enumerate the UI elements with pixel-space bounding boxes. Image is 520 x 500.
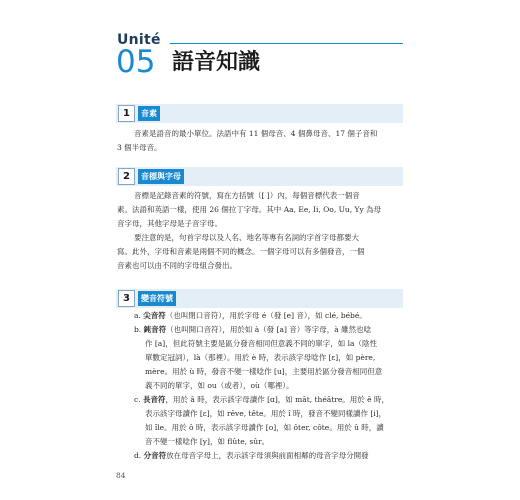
section-text-line: 音素是語音的最小單位。法語中有 11 個母音、4 個鼻母音、17 個子音和 xyxy=(134,129,378,138)
unit-title: 語音知識 xyxy=(172,50,261,75)
unit-label: Unité xyxy=(117,32,161,48)
section-text-line: 素。法語和英語一樣，使用 26 個拉丁字母。其中 Aa, Ee, Ii, Oo, Uu, Yy 為母 xyxy=(117,205,382,214)
item-term: 鈍音符 xyxy=(143,325,167,334)
section-text-line: 音標是記錄音素的符號，寫在方括號（[ ]）內，每個音標代表一個音 xyxy=(134,191,360,200)
section-text-line: 音素也可以由不同的字母組合發出。 xyxy=(117,261,237,270)
item-term: 長音符 xyxy=(142,395,166,404)
section-label: 音標與字母 xyxy=(138,169,184,184)
section-text-line: 寫。此外，字母和音素是兩個不同的概念。一個字母可以有多個發音，一個 xyxy=(117,247,365,256)
section-label: 音素 xyxy=(138,106,160,121)
list-item xyxy=(134,309,367,323)
item-marker: c. xyxy=(134,395,141,404)
list-item xyxy=(134,449,369,463)
section-text-line: 音字母，其他字母是子音字母。 xyxy=(117,219,222,228)
unit-number: 05 xyxy=(116,44,156,80)
item-text: （也叫閉口音符），用於字母 é（發 [e] 音），如 clé, bébé。 xyxy=(165,311,367,320)
item-term: 尖音符 xyxy=(143,311,166,320)
item-text: ，用於 â 時，表示該字母讀作 [ɑ]，如 mât, théâtre。用於 ê 時， xyxy=(165,395,390,404)
item-term: 分音符 xyxy=(143,451,167,460)
item-continuation: 單數定冠詞），là（那裡）。用於 è 時，表示該字母唸作 [ɛ]，如 père, xyxy=(145,353,376,362)
item-marker: d. xyxy=(134,451,142,460)
page-number: 84 xyxy=(116,471,126,480)
section-number: 3 xyxy=(118,290,135,307)
list-item xyxy=(134,393,389,407)
item-continuation: 音不變一樣唸作 [y]，如 flûte, sûr。 xyxy=(145,437,270,446)
item-continuation: 如 île。用於 ô 時，表示該字母讀作 [o]，如 ôter, côte。用於 û 時，讀 xyxy=(145,423,384,432)
item-continuation: 表示該字母讀作 [ɛ]，如 rêve, tête。用於 î 時，發音不變同樣讀作 [i]， xyxy=(145,409,387,418)
item-text: 放在母音字母上，表示該字母須與前面相鄰的母音字母分開發 xyxy=(166,451,369,460)
item-continuation: 義不同的單字，如 ou（或者），où（哪裡）。 xyxy=(145,381,294,390)
list-item xyxy=(134,323,371,337)
section-number: 2 xyxy=(118,168,135,185)
header-rule xyxy=(170,43,403,44)
section-text-line: 3 個半母音。 xyxy=(117,143,162,152)
item-continuation: 作 [a]，但此符號主要是區分發音相同但意義不同的單字，如 la（陰性 xyxy=(145,339,377,348)
item-marker: b. xyxy=(134,325,142,334)
item-text: （也叫開口音符），用於如 à（發 [a] 音）等字母，à 雖然也唸 xyxy=(166,325,372,334)
section-label: 變音符號 xyxy=(138,291,176,306)
item-marker: a. xyxy=(134,311,141,320)
section-number: 1 xyxy=(118,105,135,122)
section-text-line: 要注意的是，句首字母以及人名、地名等專有名詞的字首字母都要大 xyxy=(134,233,359,242)
item-continuation: mère。用於 ù 時，發音不變一樣唸作 [u]，主要用於區分發音相同但意 xyxy=(145,367,383,376)
